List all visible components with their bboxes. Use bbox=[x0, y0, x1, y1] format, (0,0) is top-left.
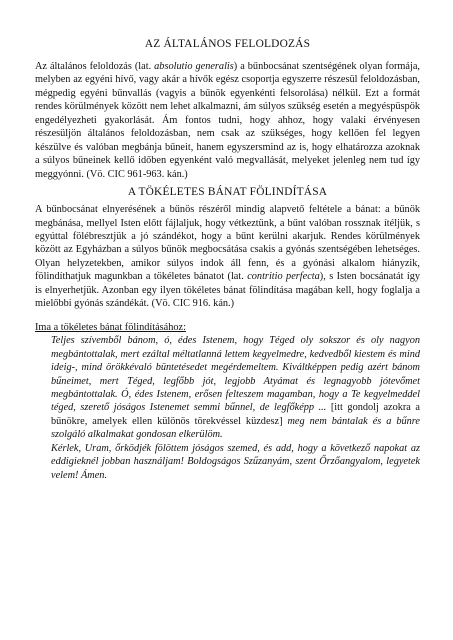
prayer-instruction: [itt gondolj azokra a bűnökre, amelyek ellen különös törekvéssel küzdesz] bbox=[51, 402, 420, 427]
prayer-paragraph-1 bbox=[51, 334, 420, 442]
prayer-text: Teljes szívemből bánom, ó, édes Istenem, hogy Téged oly sokszor és oly nagyon megbántottalak, mert ezáltal méltatlanná lettem kegyelmedre, kedvedből kiestem és mind ideig-, mind örökkévaló büntetésedet megérdemeltem. Kiváltképpen pedig azért bánom bűneimet, mert Téged, legfőbb jót, legjobb Atyámat és legnagyobb jótevőmet megbántottalak. Ó, édes Istenem, erősen felteszem magamban, hogy a Te kegyelmeddel téged, szerető jóságos Istenemet semmi bűnnel, de legfőképp ... bbox=[51, 335, 420, 414]
text-run: A bűnbocsánat elnyerésének a bűnös részéről mindig alapvető feltétele a bánat: a bűnök megbánása, mellyel Isten előtt fájlaljuk, hogy vétkeztünk, a bűnt valóban rossznak ítéljük, s egyúttal fölébresztjük a jó szándékot, hogy a bűnt kerülni akarjuk. Rendes körülmények között az Egyházban a súlyos bűnök megbocsátása csakis a gyónás szentségében lehetséges. Olyan helyzetekben, amikor súlyos indok áll fenn, és a gyónási alkalom hiányzik, fölindíthatjuk magunkban a tökéletes bánatot (lat. bbox=[35, 204, 420, 283]
document-page bbox=[35, 38, 420, 482]
latin-term: contritio perfecta bbox=[247, 271, 320, 283]
general-absolution-paragraph bbox=[35, 60, 420, 181]
latin-term: absolutio generalis bbox=[154, 61, 234, 72]
prayer-paragraph-2: Kérlek, Uram, őrködjék fölöttem jóságos szemed, és add, hogy a következő napokat az eddigieknél jobban használjam! Boldogságos Szűzanyám, szent Őrzőangyalom, legyetek velem! Ámen. bbox=[51, 442, 420, 481]
section-title-general-absolution: AZ ÁLTALÁNOS FELOLDOZÁS bbox=[144, 38, 311, 50]
text-run: ), s Isten bocsánatát így is elnyerhetjük. Azonban egy ilyen tökéletes bánat fölindítása magában kell, hogy foglalja a mielőbbi gyónás szándékát. (Vö. CIC 916. kán.) bbox=[35, 271, 420, 310]
prayer-block bbox=[51, 334, 420, 482]
text-run: ) a bűnbocsánat szentségének olyan formája, melyben az egyéni hívő, vagy akár a hívők egész csoportja egyszerre részesül feloldozásban, mégpedig egyéni bűnvallás (vagyis a bűnök egyenkénti felsorolása) nélkül. Ezt a formát rendes körülmények között nem lehet alkalmazni, ám súlyos szükség esetén a megyéspüspök engedélyezheti gyakorlását. Ám fontos tudni, hogy ahhoz, hogy valaki érvényesen részesüljön általános feloldozásban, nem csak az szükséges, hogy kellően fel legyen készülve és valóban megbánja bűneit, hanem egyszersmind az is, hogy elhatározza azoknak a súlyos bűneinek kellő időben egyenként való megvallását, melyeket jelenleg nem tud így meggyónni. (Vö. CIC 961-963. kán.) bbox=[35, 61, 420, 180]
text-run: Az általános feloldozás (lat. bbox=[35, 61, 155, 72]
prayer-text: meg nem bántalak és a bűnre szolgáló alkalmakat gondosan elkerülöm. bbox=[51, 415, 420, 441]
perfect-contrition-paragraph bbox=[35, 203, 420, 311]
prayer-heading: Ima a tökéletes bánat fölindításához: bbox=[35, 321, 186, 333]
section-title-perfect-contrition: A TÖKÉLETES BÁNAT FÖLINDÍTÁSA bbox=[127, 186, 328, 199]
